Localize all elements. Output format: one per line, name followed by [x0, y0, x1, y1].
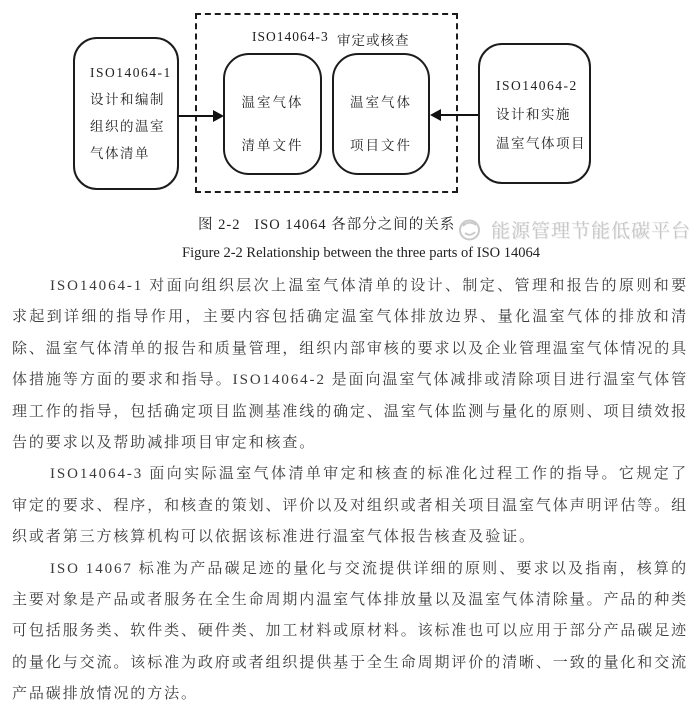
figure-caption-zh: 图 2-2 ISO 14064 各部分之间的关系	[198, 217, 456, 233]
paragraph-iso14067: ISO 14067 标准为产品碳足迹的量化与交流提供详细的原则、要求以及指南，核算的主要对象是产品或者服务在全生命周期内温室气体排放量以及温室气体清除量。产品的种类可包括服务类、软件类、硬件类、加工材料或原材料。该标准也可以应用于部分产品碳足迹的量化与交流。该标准为政府或者组织提供基于全生命周期评价的清晰、一致的量化和交流产品碳排放情况的方法。	[12, 560, 689, 703]
ghg-inventory-doc-line: 清单文件	[241, 138, 304, 153]
ghg-project-doc-line: 项目文件	[350, 138, 412, 153]
globe-swirl-icon	[456, 216, 483, 243]
arrow-right-to-center-icon	[430, 109, 478, 121]
ghg-project-doc-line: 温室气体	[350, 95, 412, 110]
iso14064-2-line: 温室气体项目	[496, 136, 586, 151]
body-text	[12, 271, 688, 711]
figure-caption-en: Figure 2-2 Relationship between the three parts of ISO 14064	[182, 245, 540, 261]
arrow-left-to-center-icon	[178, 110, 224, 122]
iso14064-2-box	[478, 43, 591, 184]
iso14064-1-line: 设计和编制	[90, 92, 165, 107]
iso14064-2-title: ISO14064-2	[496, 78, 578, 93]
paragraph-iso14064-1-2: ISO14064-1 对面向组织层次上温室气体清单的设计、制定、管理和报告的原则和要求起到详细的指导作用，主要内容包括确定温室气体排放边界、量化温室气体的排放和清除、温室气体清单的报告和质量管理，组织内部审核的要求以及企业管理温室气体情况的具体措施等方面的要求和指导。ISO14064-2 是面向温室气体减排或清除项目进行温室气体管理工作的指导，包括确定项目监测基准线的确定、温室气体监测与量化的原则、项目绩效报告的要求以及帮助减排项目审定和核查。	[12, 278, 689, 452]
paragraph-iso14064-3: ISO14064-3 面向实际温室气体清单审定和核查的标准化过程工作的指导。它规定了审定的要求、程序，和核查的策划、评价以及对组织或者相关项目温室气体声明评估等。组织或者第三方核算机构可以依据该标准进行温室气体报告核查及验证。	[12, 466, 689, 546]
iso14064-1-box	[73, 37, 179, 190]
iso14064-3-label: ISO14064-3	[252, 29, 329, 44]
iso14064-1-title: ISO14064-1	[90, 65, 172, 80]
ghg-inventory-doc-box	[223, 53, 322, 175]
watermark	[456, 216, 691, 243]
watermark-text: 能源管理节能低碳平台	[491, 221, 692, 242]
ghg-inventory-doc-line: 温室气体	[241, 95, 304, 110]
iso14064-2-line: 设计和实施	[496, 107, 571, 122]
verification-label: 审定或核查	[337, 33, 410, 48]
iso14064-1-line: 组织的温室	[90, 119, 165, 134]
iso14064-1-line: 气体清单	[90, 146, 150, 161]
ghg-project-doc-box	[332, 53, 430, 175]
